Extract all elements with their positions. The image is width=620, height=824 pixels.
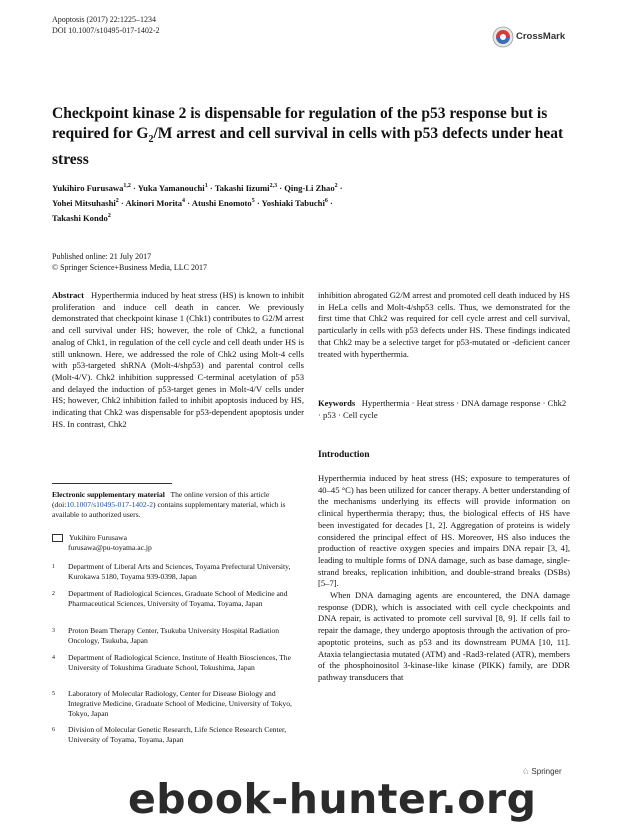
copyright: © Springer Science+Business Media, LLC 2017 — [52, 263, 208, 272]
publication-info — [52, 251, 207, 273]
author-list: Yukihiro Furusawa$^{1,2}$ · Yuka Yamanouchi$^1$ · Takashi Iizumi$^{2,3}$ · Qing-Li Zhao$^2$ · Yohei Mitsuhashi$^2$ · Akinori Morita$^4$ · Atushi Enomoto$^5$ · Yoshiaki Tabuchi$^6$ · Takashi Kondo$^2$ — [52, 182, 343, 223]
author[interactable]: Yukihiro Furusawa — [52, 182, 124, 193]
author-affiliation-ref: 2 — [115, 197, 119, 204]
author[interactable]: Qing-Li Zhao — [284, 182, 335, 193]
abstract-text-left: Hyperthermia induced by heat stress (HS) is known to inhibit proliferation and induce cell death in cancer. We previously demonstrated that checkpoint kinase 1 (Chk1) contributes to G2/M arrest and cell survival under HS; however, the role of Chk2, a functional analog of Chk1, in regulation of the cell cycle and cell death under HS is still unknown. Here, we addressed the role of Chk2 using Molt-4 cells with p53-targeted shRNA (Molt-4/shp53) and parental control cells (Molt-4/V). Chk2 inhibition suppressed C-terminal acetylation of p53 and delayed the induction of p53-target genes in Molt-4/V cells under HS; however, Chk2 inhibition failed to inhibit apoptosis induced by HS, indicating that Chk2 was dispensable for p53-dependent apoptosis under HS. In contrast, Chk2 — [52, 290, 304, 429]
abstract-left — [52, 290, 304, 430]
abstract-heading: Abstract — [52, 290, 84, 300]
abstract-right — [318, 290, 570, 360]
correspondence — [52, 533, 304, 553]
author[interactable]: Atushi Enomoto — [191, 197, 252, 208]
article-title — [52, 104, 572, 170]
watermark: ebook-hunter.org — [128, 775, 537, 823]
affiliation-number: 6 — [52, 727, 55, 733]
affiliation-text: Proton Beam Therapy Center, Tsukuba University Hospital Radiation Oncology, Tsukuba, Japan — [68, 626, 280, 646]
keywords — [318, 398, 570, 421]
affiliation-6 — [52, 725, 292, 745]
correspondence-email[interactable]: furusawa@pu-toyama.ac.jp — [68, 543, 152, 553]
affiliation-4 — [52, 653, 292, 673]
esm-text-before: The online version of this article (doi: — [52, 490, 270, 510]
springer-horse-icon: ♘ — [522, 767, 530, 776]
author[interactable]: Yoshiaki Tabuchi — [261, 197, 325, 208]
author-affiliation-ref: 6 — [324, 197, 328, 204]
affiliation-3 — [52, 626, 292, 646]
esm-text-after: ) contains supplementary material, which is available to authorized users. — [52, 500, 286, 520]
journal-header — [52, 14, 160, 36]
title-subscript: 2 — [148, 134, 154, 146]
affiliation-number: 2 — [52, 591, 55, 597]
author[interactable]: Takashi Kondo — [52, 212, 108, 223]
correspondence-name: Yukihiro Furusawa — [69, 533, 128, 542]
author[interactable]: Yuka Yamanouchi — [137, 182, 205, 193]
affiliation-text: Department of Radiological Science, Institute of Health Biosciences, The University of Tokushima Graduate School, Tokushima, Japan — [68, 653, 291, 673]
title-part1: Checkpoint kinase 2 is dispensable for regulation of the p53 response but is required for G — [52, 105, 548, 142]
affiliation-number: 5 — [52, 691, 55, 697]
keywords-heading: Keywords — [318, 398, 356, 408]
introduction-paragraph-2: When DNA damaging agents are encountered, the DNA damage response (DDR), which is associated with cell cycle checkpoints and DNA repair, is activated to promote cell survival [8, 9]. If cells fail to repair the damage, they undergo apoptosis through the activation of pro-apoptotic proteins, such as p53 and its downstream PUMA [10, 11]. Ataxia telangiectasia mutated (ATM) and -Rad3-related (ATR), members of the phosphoinositol 3-kinase-like kinase (PIKK) family, are DDR pathway transducers that — [318, 590, 570, 682]
crossmark-icon — [492, 26, 514, 48]
affiliation-text: Laboratory of Molecular Radiology, Center for Disease Biology and Integrative Medicine, Graduate School of Medicine, University of Tokyo, Tokyo, Japan — [68, 689, 292, 719]
author-affiliation-ref: 5 — [251, 197, 255, 204]
introduction-body — [318, 473, 570, 684]
esm-doi-link[interactable]: 10.1007/s10495-017-1402-2 — [66, 500, 154, 510]
journal-citation: Apoptosis (2017) 22:1225–1234 — [52, 15, 156, 24]
affiliation-2 — [52, 589, 292, 609]
affiliation-number: 3 — [52, 628, 55, 634]
affiliation-number: 1 — [52, 564, 55, 570]
author-affiliation-ref: 1 — [204, 183, 208, 189]
esm-heading: Electronic supplementary material — [52, 490, 165, 499]
footnote-divider — [52, 483, 172, 484]
affiliation-1 — [52, 562, 292, 582]
keywords-text: Hyperthermia · Heat stress · DNA damage response · Chk2 · p53 · Cell cycle — [318, 398, 567, 420]
crossmark-label: CrossMark — [516, 31, 566, 42]
author-affiliation-ref: 1,2 — [123, 183, 131, 189]
abstract-text-right: inhibition abrogated G2/M arrest and promoted cell death induced by HS in HeLa cells and Molt-4/shp53 cells. Thus, we demonstrated for the first time that Chk2 was required for cell cycle arrest and cell survival, particularly in cells with p53 defects under HS. These findings indicated that Chk2 may be a selective target for p53-mutated or -deficient cancer treated with hyperthermia. — [318, 290, 570, 359]
publisher-name: Springer — [531, 767, 562, 776]
affiliation-text: Division of Molecular Genetic Research, Life Science Research Center, University of Toyama, Toyama, Japan — [68, 725, 287, 745]
mail-icon — [52, 534, 63, 542]
affiliation-number: 4 — [52, 655, 55, 661]
doi: DOI 10.1007/s10495-017-1402-2 — [52, 26, 160, 35]
author-affiliation-ref: 4 — [182, 197, 186, 204]
electronic-supplementary-material — [52, 490, 304, 521]
author-affiliation-ref: 2 — [334, 183, 338, 189]
introduction-paragraph-1: Hyperthermia induced by heat stress (HS; exposure to temperatures of 40–45 °C) has been utilized for cancer therapy. A better understanding of the mechanisms underlying its effects will provide information on clinical hyperthermia therapy; thus, the biological effects of HS have been investigated for decades [1, 2]. Aggregation of proteins is widely considered the principal effect of HS. Moreover, HS also induces the production of reactive oxygen species and impairs DNA repair [3, 4], leading to multiple forms of DNA damage, such as base damage, single-strand breaks, replication inhibition, and double-strand breaks (DSBs) [5–7]. — [318, 473, 570, 589]
author[interactable]: Yohei Mitsuhashi — [52, 197, 116, 208]
author[interactable]: Akinori Morita — [125, 197, 183, 208]
author-affiliation-ref: 2,3 — [269, 183, 278, 189]
author[interactable]: Takashi Iizumi — [214, 182, 270, 193]
affiliation-text: Department of Radiological Sciences, Graduate School of Medicine and Pharmaceutical Sciences, University of Toyama, Toyama, Japan — [68, 589, 288, 609]
title-part2: /M arrest and cell survival in cells with p53 defects under heat stress — [52, 125, 564, 169]
affiliation-text: Department of Liberal Arts and Sciences, Toyama Prefectural University, Kurokawa 5180, Toyama 939-0398, Japan — [68, 562, 291, 582]
published-date: Published online: 21 July 2017 — [52, 252, 152, 261]
introduction-heading: Introduction — [318, 450, 370, 460]
affiliation-5 — [52, 689, 292, 720]
crossmark-badge[interactable] — [492, 26, 582, 50]
author-affiliation-ref: 2 — [107, 212, 111, 219]
